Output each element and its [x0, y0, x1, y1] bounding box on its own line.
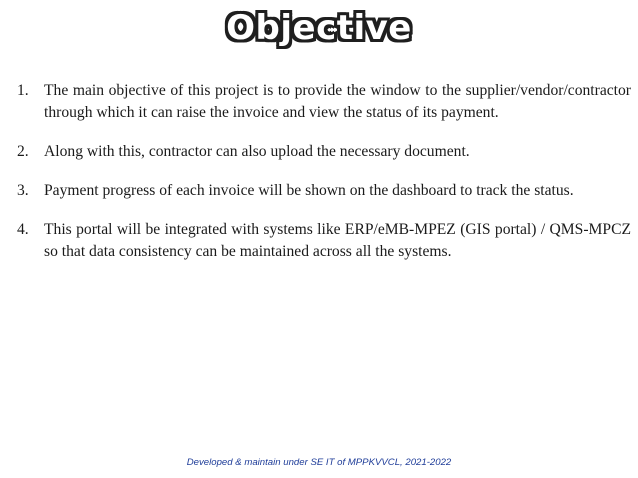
objective-list [17, 80, 631, 280]
footer-credit: Developed & maintain under SE IT of MPPKVVCL, 2021-2022 [186, 457, 452, 468]
objective-text: The main objective of this project is to provide the window to the supplier/vendor/contractor through which it can raise the invoice and view the status of its payment. [44, 82, 631, 121]
objective-number: 3. [17, 182, 29, 199]
objective-text: This portal will be integrated with systems like ERP/eMB-MPEZ (GIS portal) / QMS-MPCZ so that data consistency can be maintained across all the systems. [44, 221, 631, 260]
objective-text: Payment progress of each invoice will be shown on the dashboard to track the status. [44, 182, 574, 199]
objective-item [17, 80, 631, 124]
objective-number: 2. [17, 143, 29, 160]
objective-text: Along with this, contractor can also upload the necessary document. [44, 143, 470, 160]
objective-item [17, 141, 631, 163]
slide-title: Objective [226, 8, 412, 48]
objective-number: 1. [17, 82, 29, 99]
objective-number: 4. [17, 221, 29, 238]
objective-item [17, 180, 631, 202]
objective-item [17, 219, 631, 263]
title-container [0, 6, 638, 50]
